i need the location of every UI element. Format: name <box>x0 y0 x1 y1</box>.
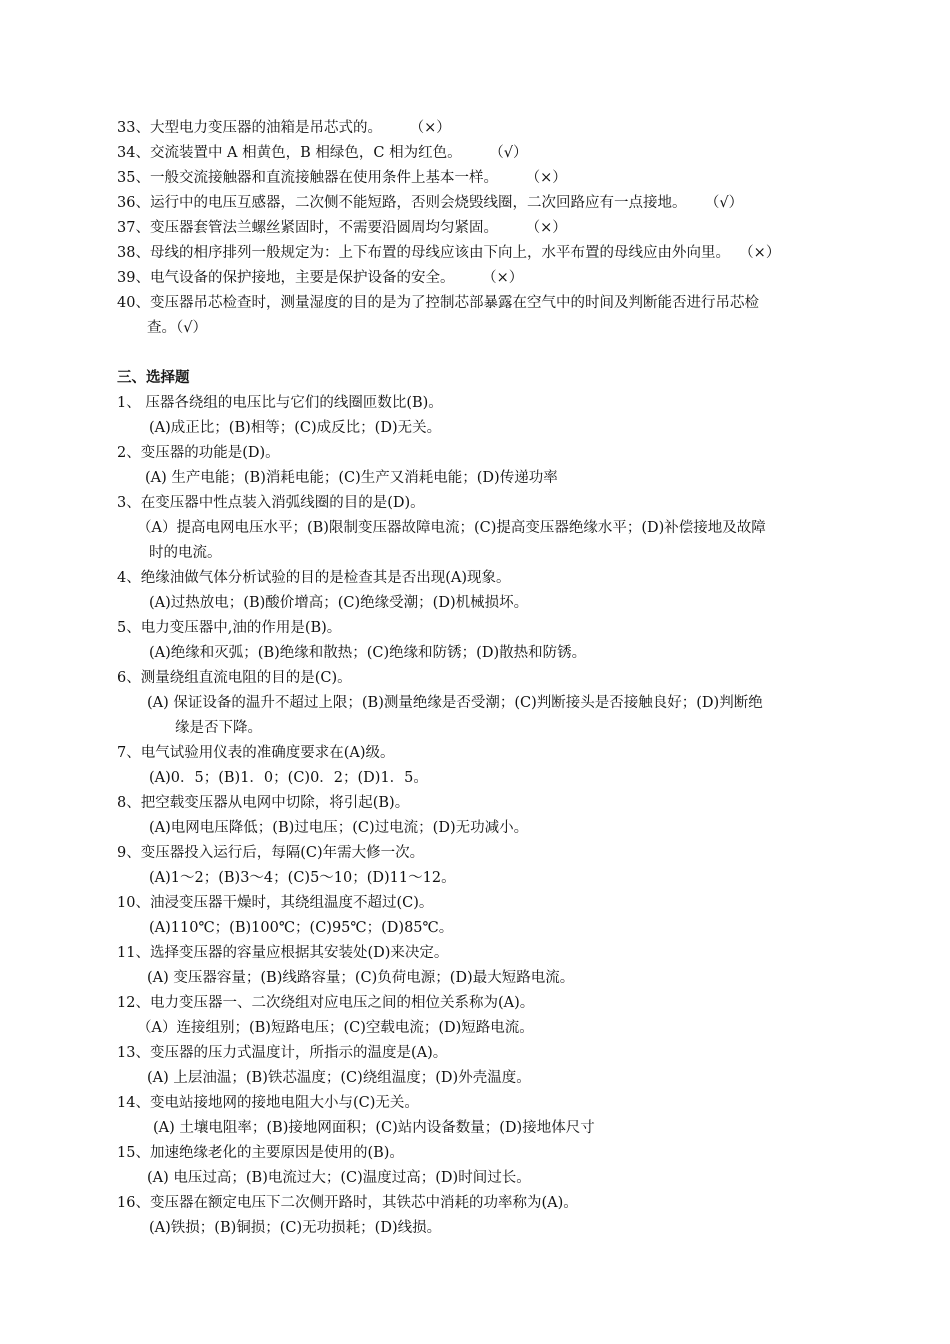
question-text: 6、测量绕组直流电阻的目的是(C)。 <box>117 670 352 686</box>
question-13 <box>117 1041 862 1091</box>
question-7 <box>117 741 862 791</box>
tf-answer: （√） <box>704 195 744 211</box>
question-options: (A) 保证设备的温升不超过上限；(B)测量绝缘是否受潮；(C)判断接头是否接触良好；(D)判断绝 <box>147 695 763 711</box>
question-text: 11、选择变压器的容量应根据其安装处(D)来决定。 <box>117 945 449 961</box>
tf-item-40-line1: 40、变压器吊芯检查时，测量湿度的目的是为了控制芯部暴露在空气中的时间及判断能否进行吊芯检 <box>117 295 759 311</box>
tf-answer: （×） <box>739 245 781 261</box>
question-options: (A)成正比；(B)相等；(C)成反比；(D)无关。 <box>149 420 442 436</box>
question-text: 1、 压器各绕组的电压比与它们的线圈匝数比(B)。 <box>117 395 443 411</box>
question-options: （A）提高电网电压水平；(B)限制变压器故障电流；(C)提高变压器绝缘水平；(D)补偿接地及故障 <box>137 520 766 536</box>
question-options: (A)过热放电；(B)酸价增高；(C)绝缘受潮；(D)机械损坏。 <box>149 595 529 611</box>
tf-item-40 <box>117 291 862 341</box>
question-text: 15、加速绝缘老化的主要原因是使用的(B)。 <box>117 1145 404 1161</box>
tf-item-38: 38、母线的相序排列一般规定为：上下布置的母线应该由下向上，水平布置的母线应由外向里。 （×） <box>117 245 781 261</box>
question-options-cont: 时的电流。 <box>149 545 222 561</box>
question-options: (A)110℃；(B)100℃；(C)95℃；(D)85℃。 <box>149 920 454 936</box>
question-text: 13、变压器的压力式温度计，所指示的温度是(A)。 <box>117 1045 448 1061</box>
tf-item-36: 36、运行中的电压互感器，二次侧不能短路，否则会烧毁线圈，二次回路应有一点接地。 （√） <box>117 195 744 211</box>
tf-item-34: 34、交流装置中 A 相黄色，B 相绿色，C 相为红色。 （√） <box>117 145 528 161</box>
tf-item-33: 33、大型电力变压器的油箱是吊芯式的。 （×） <box>117 120 451 136</box>
question-options: （A）连接组别；(B)短路电压；(C)空载电流；(D)短路电流。 <box>137 1020 534 1036</box>
tf-item-39: 39、电气设备的保护接地，主要是保护设备的安全。 （×） <box>117 270 524 286</box>
question-options-cont: 缘是否下降。 <box>175 720 262 736</box>
question-8 <box>117 791 862 841</box>
tf-item-37: 37、变压器套管法兰螺丝紧固时，不需要沿圆周均匀紧固。 （×） <box>117 220 567 236</box>
tf-answer: （×） <box>525 220 567 236</box>
question-options: (A)铁损；(B)铜损；(C)无功损耗；(D)线损。 <box>149 1220 442 1236</box>
question-options: (A) 生产电能；(B)消耗电能；(C)生产又消耗电能；(D)传递功率 <box>145 470 558 486</box>
question-5 <box>117 616 862 666</box>
question-16 <box>117 1191 862 1241</box>
question-options: (A)电网电压降低；(B)过电压；(C)过电流；(D)无功减小。 <box>149 820 529 836</box>
question-10 <box>117 891 862 941</box>
question-3 <box>117 491 862 566</box>
question-text: 2、变压器的功能是(D)。 <box>117 445 280 461</box>
tf-item-40-line2: 查。（√） <box>147 320 207 336</box>
question-options: (A) 上层油温；(B)铁芯温度；(C)绕组温度；(D)外壳温度。 <box>147 1070 531 1086</box>
question-options: (A) 土壤电阻率；(B)接地网面积；(C)站内设备数量；(D)接地体尺寸 <box>153 1120 595 1136</box>
document-body <box>117 116 862 1241</box>
question-text: 4、绝缘油做气体分析试验的目的是检查其是否出现(A)现象。 <box>117 570 511 586</box>
question-1 <box>117 391 862 441</box>
tf-answer: （√） <box>489 145 528 161</box>
true-false-list <box>117 116 862 341</box>
question-11 <box>117 941 862 991</box>
question-text: 5、电力变压器中,油的作用是(B)。 <box>117 620 342 636</box>
question-options: (A)绝缘和灭弧；(B)绝缘和散热；(C)绝缘和防锈；(D)散热和防锈。 <box>149 645 587 661</box>
question-12 <box>117 991 862 1041</box>
question-options: (A)1～2；(B)3～4；(C)5～10；(D)11～12。 <box>149 870 456 886</box>
question-14 <box>117 1091 862 1141</box>
question-15 <box>117 1141 862 1191</box>
question-text: 3、在变压器中性点装入消弧线圈的目的是(D)。 <box>117 495 425 511</box>
question-text: 14、变电站接地网的接地电阻大小与(C)无关。 <box>117 1095 419 1111</box>
question-options: (A) 变压器容量；(B)线路容量；(C)负荷电源；(D)最大短路电流。 <box>147 970 575 986</box>
question-text: 12、电力变压器一、二次绕组对应电压之间的相位关系称为(A)。 <box>117 995 535 1011</box>
section-title: 三、选择题 <box>117 370 190 386</box>
question-text: 8、把空载变压器从电网中切除，将引起(B)。 <box>117 795 410 811</box>
tf-item-35: 35、一般交流接触器和直流接触器在使用条件上基本一样。 （×） <box>117 170 567 186</box>
question-6 <box>117 666 862 741</box>
tf-answer: （×） <box>482 270 524 286</box>
choice-question-list <box>117 391 862 1241</box>
question-options: (A)0．5；(B)1．0；(C)0．2；(D)1．5。 <box>149 770 428 786</box>
question-text: 10、油浸变压器干燥时，其绕组温度不超过(C)。 <box>117 895 434 911</box>
question-text: 7、电气试验用仪表的准确度要求在(A)级。 <box>117 745 395 761</box>
question-text: 16、变压器在额定电压下二次侧开路时，其铁芯中消耗的功率称为(A)。 <box>117 1195 578 1211</box>
question-4 <box>117 566 862 616</box>
question-2 <box>117 441 862 491</box>
question-options: (A) 电压过高；(B)电流过大；(C)温度过高；(D)时间过长。 <box>147 1170 531 1186</box>
tf-answer: （×） <box>409 120 451 136</box>
tf-answer: （×） <box>525 170 567 186</box>
question-9 <box>117 841 862 891</box>
question-text: 9、变压器投入运行后，每隔(C)年需大修一次。 <box>117 845 425 861</box>
